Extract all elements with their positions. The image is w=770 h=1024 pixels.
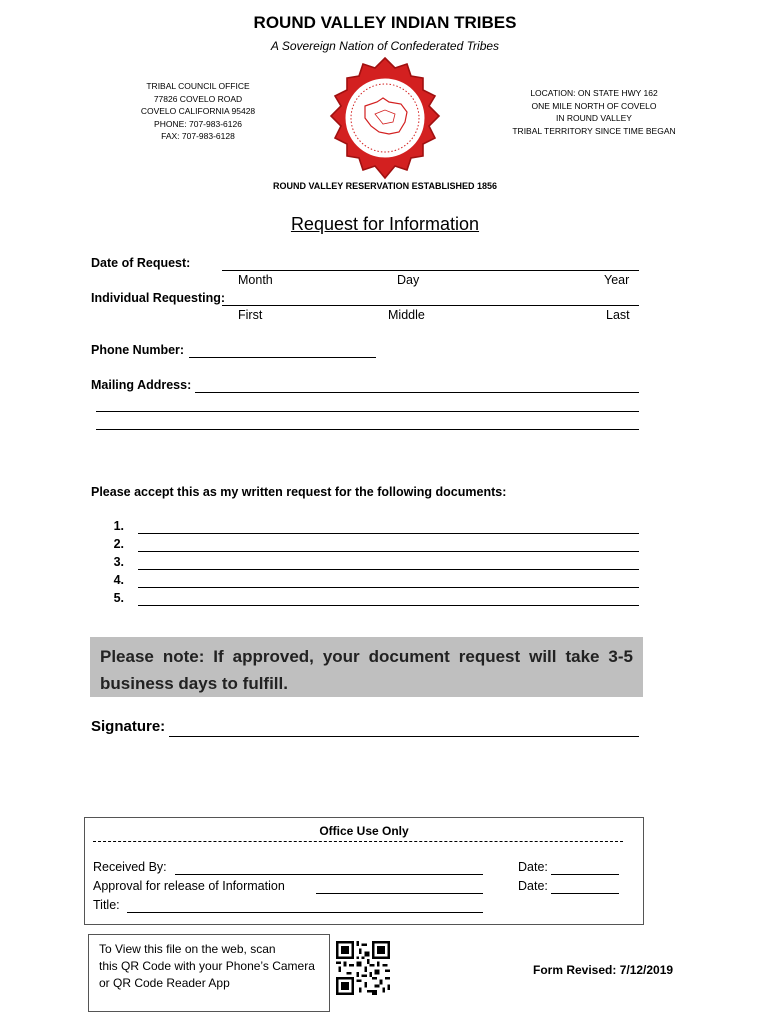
office-use-heading: Office Use Only (319, 824, 409, 838)
document-field-3[interactable] (138, 569, 639, 570)
received-date-field[interactable] (551, 874, 619, 875)
individual-requesting-field[interactable] (222, 305, 639, 306)
received-by-label: Received By: (93, 860, 167, 874)
document-number: 2. (113, 537, 124, 551)
month-label: Month (238, 273, 273, 287)
tribal-office-address (128, 80, 268, 143)
signature-label: Signature: (91, 718, 166, 735)
document-number: 1. (113, 519, 124, 533)
individual-requesting-label: Individual Requesting: (91, 291, 226, 305)
location-line: ONE MILE NORTH OF COVELO (531, 100, 657, 111)
address-line: TRIBAL COUNCIL OFFICE (146, 81, 250, 91)
qr-instructions (99, 941, 337, 992)
qr-text-line: or QR Code Reader App (99, 976, 230, 990)
title-label: Title: (93, 898, 120, 912)
established-text: ROUND VALLEY RESERVATION ESTABLISHED 1856 (272, 181, 498, 191)
qr-text-line: To View this file on the web, scan (99, 942, 276, 956)
phone-number-label: Phone Number: (91, 343, 185, 357)
document-field-5[interactable] (138, 605, 639, 606)
document-number: 4. (113, 573, 124, 587)
mailing-address-field-3[interactable] (96, 429, 639, 430)
location-line: LOCATION: ON STATE HWY 162 (530, 88, 658, 98)
page-subtitle: A Sovereign Nation of Confederated Tribes (270, 39, 500, 53)
document-number: 5. (113, 591, 124, 605)
date-label-2: Date: (518, 879, 548, 893)
signature-field[interactable] (169, 736, 639, 737)
date-label-1: Date: (518, 860, 548, 874)
qr-code-icon[interactable] (336, 940, 390, 996)
tribal-seal-icon (325, 56, 445, 180)
location-line: IN ROUND VALLEY (556, 113, 632, 123)
mailing-address-field-2[interactable] (96, 411, 639, 412)
qr-text-line: this QR Code with your Phone’s Camera (99, 959, 315, 973)
last-name-label: Last (606, 308, 630, 322)
received-by-field[interactable] (175, 874, 483, 875)
document-field-4[interactable] (138, 587, 639, 588)
office-divider (93, 841, 623, 842)
middle-name-label: Middle (388, 308, 425, 322)
mailing-address-label: Mailing Address: (91, 378, 192, 392)
approval-date-field[interactable] (551, 893, 619, 894)
year-label: Year (604, 273, 630, 287)
date-of-request-field[interactable] (222, 270, 639, 271)
documents-request-label: Please accept this as my written request for the following documents: (91, 485, 507, 499)
first-name-label: First (238, 308, 263, 322)
mailing-address-field[interactable] (195, 392, 639, 393)
title-field[interactable] (127, 912, 483, 913)
document-number: 3. (113, 555, 124, 569)
document-field-1[interactable] (138, 533, 639, 534)
location-info (505, 87, 683, 137)
phone-number-field[interactable] (189, 357, 376, 358)
processing-note: Please note: If approved, your document request will take 3-5 business days to fulfill. (90, 637, 643, 697)
approval-field[interactable] (316, 893, 483, 894)
address-line: FAX: 707-983-6128 (161, 131, 235, 141)
location-line: TRIBAL TERRITORY SINCE TIME BEGAN (512, 125, 676, 136)
date-of-request-label: Date of Request: (91, 256, 191, 270)
document-field-2[interactable] (138, 551, 639, 552)
form-title: Request for Information (290, 214, 480, 234)
address-line: PHONE: 707-983-6126 (154, 118, 242, 129)
address-line: COVELO CALIFORNIA 95428 (140, 106, 256, 116)
page-title: ROUND VALLEY INDIAN TRIBES (253, 13, 517, 32)
day-label: Day (397, 273, 420, 287)
approval-label: Approval for release of Information (93, 879, 285, 893)
address-line: 77826 COVELO ROAD (153, 93, 243, 104)
form-revised-date: Form Revised: 7/12/2019 (533, 963, 674, 977)
